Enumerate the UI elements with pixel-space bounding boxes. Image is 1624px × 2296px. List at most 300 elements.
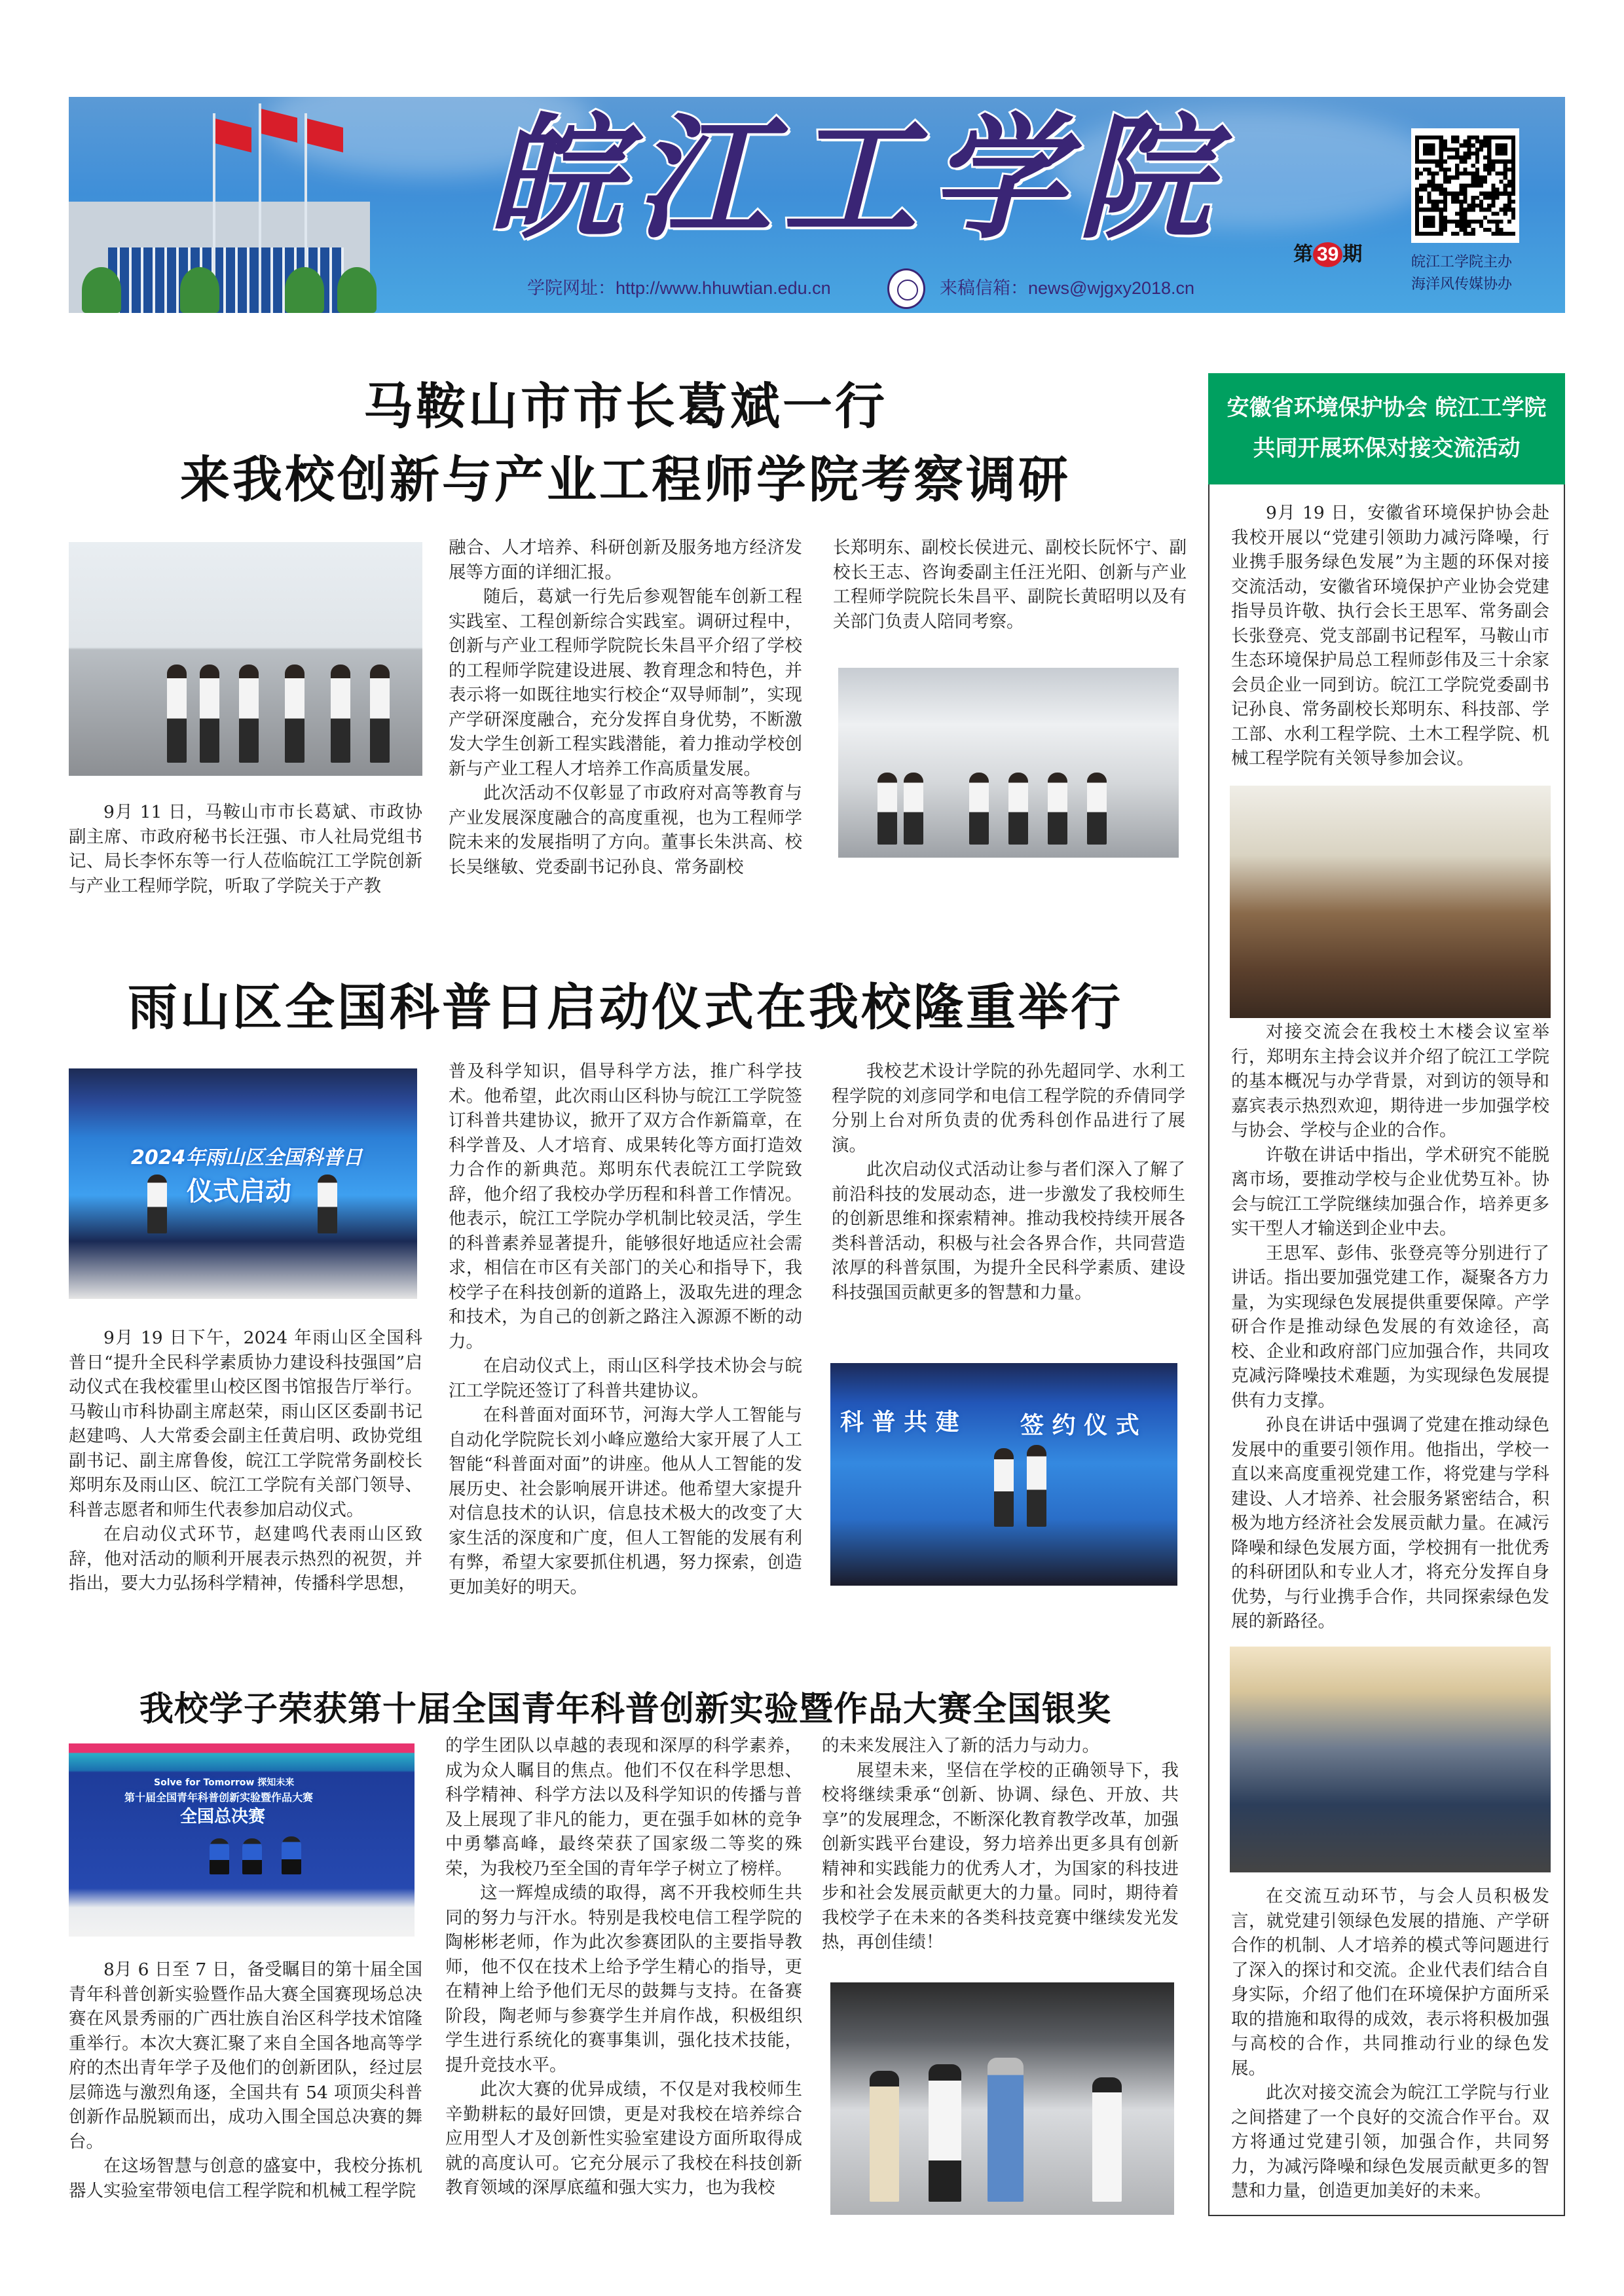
qr-module — [1463, 200, 1467, 204]
qr-module — [1459, 200, 1463, 204]
qr-module — [1487, 164, 1491, 168]
qr-module — [1463, 156, 1467, 160]
qr-module — [1455, 175, 1459, 179]
qr-module — [1467, 151, 1471, 155]
paragraph: 融合、人才培养、科研创新及服务地方经济发展等方面的详细汇报。 — [449, 538, 802, 583]
qr-module — [1495, 192, 1499, 196]
qr-module — [1435, 200, 1439, 204]
qr-module — [1443, 196, 1447, 200]
qr-module — [1467, 143, 1471, 147]
qr-module — [1475, 179, 1479, 183]
qr-module — [1455, 211, 1459, 215]
paragraph: 在科普面对面环节，河海大学人工智能与自动化学院院长刘小峰应邀给大家开展了人工智能“科普面对面”的讲座。他从人工智能的发展历史、社会影响展开讲述。他希望大家提升对信息技术的认识，信息技术极大的改变了大家生活的深度和广度，但人工智能的发展有利有弊，希望大家要抓住机遇，努力探索，创造更加美好的明天。 — [449, 1405, 802, 1597]
paragraph: 9月 11 日，马鞍山市市长葛斌、市政协副主席、市政府秘书长汪强、市人社局党组书记、局长李怀东等一行人莅临皖江工学院创新与产业工程师学院，听取了学院关于产教 — [69, 802, 422, 896]
email-link[interactable]: news@wjgxy2018.cn — [1028, 278, 1195, 298]
qr-module — [1483, 168, 1487, 172]
qr-module — [1467, 204, 1471, 208]
qr-module — [1443, 220, 1447, 224]
qr-module — [1479, 204, 1483, 208]
qr-module — [1459, 204, 1463, 208]
qr-module — [1500, 220, 1504, 224]
article3-photo-competition-stage — [69, 1743, 415, 1937]
qr-module — [1419, 172, 1423, 175]
paragraph: 孙良在讲话中强调了党建在推动绿色发展中的重要引领作用。他指出，学校一直以来高度重视党建工作，将党建与学科建设、人才培养、社会服务紧密结合，积极为地方经济社会发展贡献力量。在减污降噪和绿色发展方面，学校拥有一批优秀的科研团队和专业人才，将充分发挥自身优势，与行业携手合作，共同探索绿色发展的新路径。 — [1231, 1415, 1549, 1631]
qr-module — [1447, 147, 1451, 151]
photo-caption: 第十届全国青年科普创新实验暨作品大赛 — [124, 1791, 314, 1804]
qr-module — [1447, 192, 1451, 196]
qr-module — [1504, 168, 1507, 172]
qr-module — [1463, 172, 1467, 175]
qr-module — [1511, 211, 1515, 215]
qr-module — [1427, 179, 1431, 183]
qr-module — [1463, 224, 1467, 228]
qr-module — [1475, 183, 1479, 187]
qr-module — [1491, 164, 1495, 168]
article1-headline-line2: 来我校创新与产业工程师学院考察调研 — [180, 450, 1071, 509]
qr-module — [1435, 204, 1439, 208]
qr-module — [1507, 179, 1511, 183]
qr-module — [1455, 200, 1459, 204]
qr-module — [1467, 232, 1471, 236]
qr-module — [1427, 200, 1431, 204]
qr-module — [1483, 175, 1487, 179]
qr-module — [1507, 192, 1511, 196]
qr-module — [1511, 168, 1515, 172]
qr-module — [1479, 192, 1483, 196]
qr-module — [1443, 192, 1447, 196]
qr-module — [1435, 164, 1439, 168]
photo-caption: 签 约 仪 式 — [1020, 1412, 1139, 1439]
paragraph: 在这场智慧与创意的盛宴中，我校分拣机器人实验室带领电信工程学院和机械工程学院 — [69, 2156, 422, 2201]
qr-module — [1443, 224, 1447, 228]
sidebar-photo-meeting-room — [1230, 786, 1551, 1018]
qr-module — [1463, 143, 1467, 147]
qr-module — [1443, 208, 1447, 211]
qr-module — [1455, 156, 1459, 160]
qr-module — [1491, 200, 1495, 204]
qr-module — [1451, 139, 1455, 143]
qr-module — [1459, 192, 1463, 196]
paragraph: 在启动仪式环节，赵建鸣代表雨山区致辞，他对活动的顺利开展表示热烈的祝贺，并指出，要大力弘扬科学精神，传播科学思想， — [69, 1524, 422, 1594]
qr-module — [1511, 200, 1515, 204]
paragraph: 的学生团队以卓越的表现和深厚的科学素养，成为众人瞩目的焦点。他们不仅在科学思想、科学精神、科学方法以及科学知识的传播与普及上展现了非凡的能力，更在强手如林的竞争中勇攀高峰，最终荣获了国家级二等奖的殊荣，为我校乃至全国的青年学子树立了榜样。 — [445, 1736, 802, 1879]
article3-column2 — [445, 1734, 802, 2200]
qr-module — [1467, 172, 1471, 175]
qr-module — [1479, 200, 1483, 204]
masthead-banner — [69, 97, 1565, 313]
qr-module — [1459, 211, 1463, 215]
qr-module — [1504, 164, 1507, 168]
qr-module — [1431, 204, 1435, 208]
qr-module — [1491, 204, 1495, 208]
qr-module — [1439, 192, 1443, 196]
qr-module — [1431, 200, 1435, 204]
qr-module — [1500, 179, 1504, 183]
qr-module — [1495, 220, 1499, 224]
qr-module — [1507, 208, 1511, 211]
qr-module — [1479, 179, 1483, 183]
qr-module — [1491, 192, 1495, 196]
qr-module — [1463, 183, 1467, 187]
qr-module — [1479, 175, 1483, 179]
qr-module — [1431, 175, 1435, 179]
article1-photo-exhibition-hall — [838, 668, 1179, 858]
qr-module — [1507, 200, 1511, 204]
qr-module — [1451, 200, 1455, 204]
qr-module — [1427, 183, 1431, 187]
qr-module — [1511, 215, 1515, 219]
qr-module — [1427, 172, 1431, 175]
qr-module — [1427, 196, 1431, 200]
qr-module — [1463, 160, 1467, 164]
qr-module — [1483, 215, 1487, 219]
qr-module — [1475, 156, 1479, 160]
qr-module — [1451, 156, 1455, 160]
qr-module — [1471, 228, 1475, 232]
qr-module — [1500, 192, 1504, 196]
qr-module — [1487, 228, 1491, 232]
qr-module — [1455, 232, 1459, 236]
qr-module — [1475, 160, 1479, 164]
qr-module — [1475, 168, 1479, 172]
qr-module — [1467, 136, 1471, 139]
qr-module — [1447, 168, 1451, 172]
qr-module — [1463, 192, 1467, 196]
qr-module — [1511, 188, 1515, 192]
qr-module — [1455, 164, 1459, 168]
qr-module — [1459, 143, 1463, 147]
qr-module — [1495, 228, 1499, 232]
qr-module — [1487, 208, 1491, 211]
photo-caption: 科 普 共 建 — [840, 1408, 959, 1436]
qr-module — [1507, 232, 1511, 236]
qr-module — [1467, 208, 1471, 211]
paragraph: 王思军、彭伟、张登亮等分别进行了讲话。指出要加强党建工作，凝聚各方力量，为实现绿色发展提供重要保障。产学研合作是推动绿色发展的有效途径，高校、企业和政府部门应加强合作，共同攻克减污降噪技术难题，为实现绿色发展提供有力支撑。 — [1231, 1243, 1549, 1411]
article3-column1 — [69, 1958, 422, 2203]
qr-module — [1471, 164, 1475, 168]
tree-decoration — [337, 267, 377, 313]
qr-code-icon[interactable] — [1411, 128, 1519, 243]
issue-prefix: 第 — [1293, 244, 1313, 265]
qr-module — [1443, 228, 1447, 232]
qr-module — [1467, 220, 1471, 224]
paragraph: 此次大赛的优异成绩，不仅是对我校师生辛勤耕耘的最好回馈，更是对我校在培养综合应用型人才及创新性实验室建设方面所取得成就的高度认可。它充分展示了我校在科技创新教育领域的深厚底蕴和强大实力，也为我校 — [445, 2079, 802, 2198]
qr-module — [1447, 175, 1451, 179]
qr-module — [1455, 136, 1459, 139]
qr-module — [1423, 188, 1427, 192]
qr-module — [1423, 183, 1427, 187]
qr-module — [1483, 156, 1487, 160]
sponsor: 皖江工学院主办 — [1411, 253, 1513, 270]
qr-module — [1479, 139, 1483, 143]
sidebar-headline-line2: 共同开展环保对接交流活动 — [1253, 435, 1521, 462]
qr-module — [1467, 183, 1471, 187]
qr-module — [1487, 172, 1491, 175]
qr-module — [1443, 139, 1447, 143]
qr-module — [1500, 172, 1504, 175]
qr-module — [1439, 200, 1443, 204]
qr-module — [1475, 175, 1479, 179]
qr-module — [1463, 168, 1467, 172]
qr-module — [1500, 208, 1504, 211]
tree-decoration — [82, 267, 121, 313]
qr-module — [1443, 188, 1447, 192]
qr-module — [1443, 204, 1447, 208]
qr-module — [1459, 220, 1463, 224]
red-flag-icon — [215, 118, 251, 153]
qr-module — [1487, 204, 1491, 208]
qr-module — [1463, 196, 1467, 200]
qr-module — [1471, 196, 1475, 200]
qr-module — [1491, 220, 1495, 224]
qr-module — [1507, 183, 1511, 187]
qr-module — [1504, 188, 1507, 192]
qr-module — [1423, 143, 1435, 155]
paragraph: 普及科学知识，倡导科学方法，推广科学技术。他希望，此次雨山区科协与皖江工学院签订科普共建协议，掀开了双方合作新篇章，在科学普及、人才培育、成果转化等方面打造效力合作的新典范。郑明东代表皖江工学院致辞，他介绍了我校办学历程和科普工作情况。他表示，皖江工学院办学机制比较灵活，学生的科普素养显著提升，能够很好地适应社会需求，相信在市区有关部门的关心和指导下，我校学子在科技创新的道路上，汲取先进的理念和技术，为自己的创新之路注入源源不断的动力。 — [449, 1061, 802, 1352]
qr-module — [1443, 215, 1447, 219]
qr-module — [1504, 204, 1507, 208]
qr-module — [1511, 232, 1515, 236]
qr-module — [1415, 168, 1419, 172]
qr-module — [1491, 183, 1495, 187]
qr-module — [1471, 220, 1475, 224]
qr-module — [1471, 200, 1475, 204]
qr-module — [1471, 136, 1475, 139]
qr-module — [1475, 204, 1479, 208]
qr-module — [1431, 172, 1435, 175]
newspaper-title: 皖江工学院 — [488, 100, 1225, 257]
qr-module — [1504, 192, 1507, 196]
photo-caption: 全国总决赛 — [180, 1807, 266, 1827]
paragraph: 在启动仪式上，雨山区科学技术协会与皖江工学院还签订了科普共建协议。 — [449, 1356, 802, 1401]
qr-module — [1479, 208, 1483, 211]
qr-module — [1467, 224, 1471, 228]
qr-module — [1495, 224, 1499, 228]
qr-module — [1487, 168, 1491, 172]
qr-module — [1447, 156, 1451, 160]
sidebar-text-block2 — [1231, 1020, 1549, 1634]
qr-module — [1459, 224, 1463, 228]
qr-module — [1463, 211, 1467, 215]
qr-module — [1500, 232, 1504, 236]
qr-module — [1427, 192, 1431, 196]
qr-module — [1467, 156, 1471, 160]
qr-module — [1511, 175, 1515, 179]
qr-module — [1495, 232, 1499, 236]
email-label: 来稿信箱： — [940, 278, 1028, 298]
article2-column2 — [449, 1059, 802, 1599]
qr-module — [1459, 215, 1463, 219]
qr-module — [1507, 168, 1511, 172]
qr-module — [1511, 179, 1515, 183]
qr-module — [1471, 143, 1475, 147]
paragraph: 9月 19 日下午，2024 年雨山区全国科普日“提升全民科学素质协力建设科技强国”启动仪式在我校霍里山校区图书馆报告厅举行。马鞍山市科协副主席赵荣，雨山区区委副书记赵建鸣、人大常委会副主任黄启明、政协党组副书记、副主席鲁俊，皖江工学院常务副校长郑明东及雨山区、皖江工学院有关部门领导、科普志愿者和师生代表参加启动仪式。 — [69, 1328, 422, 1520]
paragraph: 8月 6 日至 7 日，备受瞩目的第十届全国青年科普创新实验暨作品大赛全国赛现场总决赛在风景秀丽的广西壮族自治区科学技术馆隆重举行。本次大赛汇聚了来自全国各地高等学府的杰出青年学子及他们的创新团队，经过层层筛选与激烈角逐，全国共有 54 项顶尖科普创新作品脱颖而出，成功入围全国总决赛的舞台。 — [69, 1959, 422, 2152]
qr-module — [1483, 136, 1487, 139]
qr-module — [1415, 196, 1419, 200]
qr-module — [1459, 156, 1463, 160]
qr-module — [1504, 172, 1507, 175]
qr-module — [1443, 168, 1447, 172]
qr-module — [1504, 232, 1507, 236]
article1-column1 — [69, 800, 422, 898]
qr-module — [1483, 208, 1487, 211]
article1-column2 — [449, 536, 802, 879]
qr-module — [1443, 179, 1447, 183]
qr-module — [1491, 196, 1495, 200]
article1-photo-lab-visit — [69, 542, 422, 776]
qr-module — [1463, 188, 1467, 192]
qr-module — [1451, 232, 1455, 236]
qr-module — [1459, 228, 1463, 232]
paragraph: 对接交流会在我校土木楼会议室举行，郑明东主持会议并介绍了皖江工学院的基本概况与办学背景，对到访的领导和嘉宾表示热烈欢迎，期待进一步加强学校与协会、学校与企业的合作。 — [1231, 1022, 1549, 1140]
tree-decoration — [285, 267, 324, 313]
qr-module — [1423, 168, 1427, 172]
sidebar-text-block3 — [1231, 1884, 1549, 2204]
qr-module — [1487, 192, 1491, 196]
qr-module — [1419, 188, 1423, 192]
qr-module — [1435, 172, 1439, 175]
tree-decoration — [180, 267, 219, 313]
qr-module — [1471, 179, 1475, 183]
qr-module — [1419, 196, 1423, 200]
qr-module — [1495, 172, 1499, 175]
qr-module — [1439, 168, 1443, 172]
qr-module — [1491, 211, 1495, 215]
paragraph: 这一辉煌成绩的取得，离不开我校师生共同的努力与汗水。特别是我校电信工程学院的陶彬彬老师，作为此次参赛团队的主要指导教师，他不仅在技术上给予学生精心的指导，更在精神上给予他们无尽的鼓舞与支持。在备赛阶段，陶老师与参赛学生并肩作战，积极组织学生进行系统化的赛事集训，强化技术技能，提升竞技水平。 — [445, 1883, 802, 2075]
qr-module — [1475, 147, 1479, 151]
website-label: 学院网址： — [527, 278, 616, 298]
qr-module — [1451, 175, 1455, 179]
paragraph: 此次对接交流会为皖江工学院与行业之间搭建了一个良好的交流合作平台。双方将通过党建引领，加强合作，共同努力，为减污降噪和绿色发展贡献更多的智慧和力量，创造更加美好的未来。 — [1231, 2083, 1549, 2201]
qr-module — [1495, 188, 1499, 192]
qr-module — [1439, 188, 1443, 192]
qr-module — [1419, 200, 1423, 204]
qr-module — [1447, 179, 1451, 183]
qr-module — [1451, 147, 1455, 151]
qr-module — [1451, 192, 1455, 196]
qr-module — [1463, 228, 1467, 232]
qr-module — [1495, 143, 1507, 155]
qr-module — [1479, 224, 1483, 228]
qr-module — [1491, 232, 1495, 236]
qr-module — [1439, 183, 1443, 187]
qr-module — [1463, 215, 1467, 219]
qr-module — [1455, 172, 1459, 175]
qr-module — [1455, 151, 1459, 155]
qr-module — [1475, 220, 1479, 224]
qr-module — [1459, 160, 1463, 164]
qr-module — [1479, 183, 1483, 187]
article3-photo-robot-lab — [830, 1982, 1174, 2215]
article1-headline-line1: 马鞍山市市长葛斌一行 — [363, 377, 887, 435]
qr-module — [1479, 147, 1483, 151]
qr-module — [1475, 136, 1479, 139]
qr-module — [1447, 220, 1451, 224]
qr-module — [1475, 139, 1479, 143]
qr-module — [1471, 175, 1475, 179]
issue-suffix: 期 — [1342, 244, 1363, 265]
website-line — [527, 277, 831, 299]
qr-module — [1451, 220, 1455, 224]
qr-module — [1455, 168, 1459, 172]
qr-module — [1443, 143, 1447, 147]
qr-module — [1443, 200, 1447, 204]
qr-module — [1467, 139, 1471, 143]
qr-module — [1471, 172, 1475, 175]
paragraph: 的未来发展注入了新的活力与动力。 — [822, 1736, 1099, 1756]
qr-module — [1487, 196, 1491, 200]
sidebar-text-block1 — [1231, 501, 1549, 771]
qr-module — [1471, 183, 1475, 187]
qr-module — [1495, 196, 1499, 200]
qr-module — [1443, 160, 1447, 164]
photo-caption: 仪式启动 — [187, 1176, 291, 1207]
qr-module — [1507, 204, 1511, 208]
article2-photo-launch-ceremony — [69, 1068, 417, 1299]
qr-module — [1443, 175, 1447, 179]
flagpole — [259, 103, 261, 313]
qr-module — [1479, 220, 1483, 224]
qr-module — [1455, 192, 1459, 196]
qr-module — [1471, 208, 1475, 211]
qr-module — [1504, 183, 1507, 187]
qr-module — [1483, 179, 1487, 183]
article2-headline: 雨山区全国科普日启动仪式在我校隆重举行 — [128, 978, 1123, 1036]
qr-module — [1491, 168, 1495, 172]
qr-module — [1511, 183, 1515, 187]
qr-module — [1491, 188, 1495, 192]
qr-module — [1427, 168, 1431, 172]
qr-module — [1435, 188, 1439, 192]
photo-caption: Solve for Tomorrow 探知未来 — [154, 1777, 295, 1788]
paragraph: 此次活动不仅彰显了市政府对高等教育与产业发展深度融合的高度重视，也为工程师学院未来的发展指明了方向。董事长朱洪高、校长吴继敏、党委副书记孙良、常务副校 — [449, 783, 802, 877]
qr-module — [1423, 215, 1435, 227]
qr-module — [1463, 151, 1467, 155]
qr-module — [1439, 164, 1443, 168]
qr-module — [1463, 232, 1467, 236]
qr-module — [1471, 151, 1475, 155]
issue-number — [1293, 238, 1362, 267]
paragraph: 许敬在讲话中指出，学术研究不能脱离市场，要推动学校与企业优势互补。协会与皖江工学院继续加强合作，培养更多实干型人才输送到企业中去。 — [1231, 1144, 1549, 1239]
qr-module — [1415, 175, 1419, 179]
website-link[interactable]: http://www.hhuwtian.edu.cn — [616, 278, 831, 298]
qr-module — [1463, 208, 1467, 211]
qr-module — [1467, 147, 1471, 151]
qr-module — [1475, 151, 1479, 155]
paragraph: 展望未来，坚信在学校的正确领导下，我校将继续秉承“创新、协调、绿色、开放、共享”的发展理念，不断深化教育教学改革，加强创新实践平台建设，努力培养出更多具有创新精神和实践能力的优秀人才，为国家的科技进步和社会发展贡献更大的力量。同时，期待着我校学子在未来的各类科技竞赛中继续发光发热，再创佳绩！ — [822, 1760, 1179, 1952]
qr-module — [1459, 183, 1463, 187]
qr-module — [1483, 196, 1487, 200]
qr-module — [1504, 175, 1507, 179]
qr-module — [1500, 228, 1504, 232]
qr-module — [1459, 172, 1463, 175]
qr-module — [1483, 164, 1487, 168]
article2-column3 — [832, 1059, 1185, 1305]
qr-module — [1495, 211, 1499, 215]
qr-module — [1511, 208, 1515, 211]
qr-module — [1451, 196, 1455, 200]
qr-module — [1455, 224, 1459, 228]
qr-module — [1463, 139, 1467, 143]
qr-module — [1435, 183, 1439, 187]
co-sponsor: 海洋风传媒协办 — [1411, 276, 1513, 292]
qr-module — [1483, 192, 1487, 196]
paragraph: 此次启动仪式活动让参与者们深入了解了前沿科技的发展动态，进一步激发了我校师生的创新思维和探索精神。推动我校持续开展各类科普活动，积极与社会各界合作，共同营造浓厚的科普氛围，为提升全民科学素质、建设科技强国贡献更多的智慧和力量。 — [832, 1159, 1185, 1303]
qr-module — [1463, 220, 1467, 224]
qr-module — [1415, 188, 1419, 192]
qr-module — [1487, 220, 1491, 224]
